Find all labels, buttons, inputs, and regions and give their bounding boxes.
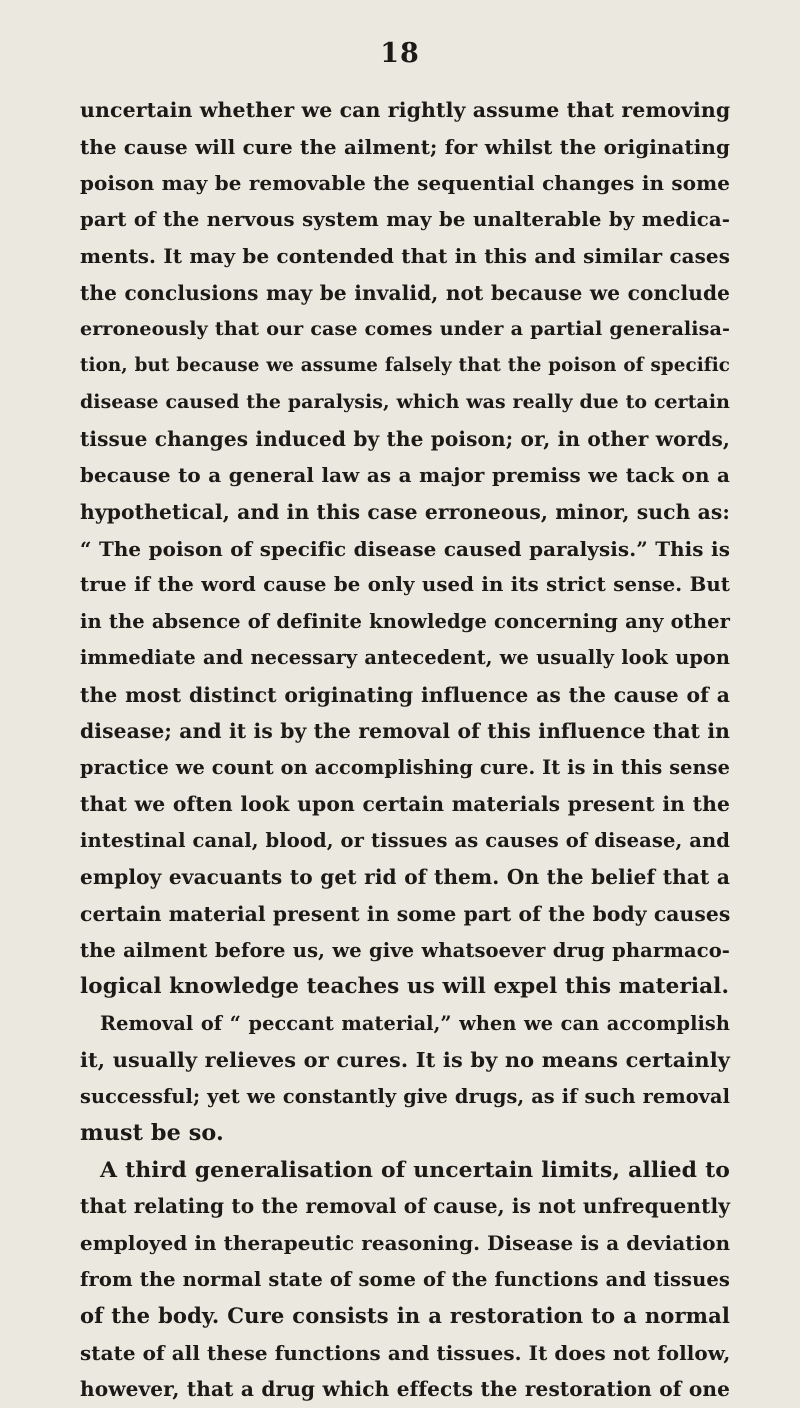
text-line: A third generalisation of uncertain limits, allied to xyxy=(100,1156,730,1183)
text-line: successful; yet we constantly give drugs, as if such removal xyxy=(80,1084,730,1108)
text-line: tion, but because we assume falsely that the poison of specific xyxy=(80,354,730,376)
text-line: because to a general law as a major premiss we tack on a xyxy=(80,463,730,488)
text-line: tissue changes induced by the poison; or, in other words, xyxy=(80,426,730,451)
text-line: disease; and it is by the removal of this influence that in xyxy=(80,719,730,744)
text-line: the most distinct originating influence as the cause of a xyxy=(80,682,730,707)
text-line: it, usually relieves or cures. It is by no means certainly xyxy=(80,1047,730,1073)
text-line: uncertain whether we can rightly assume that removing xyxy=(80,98,731,122)
text-line: that relating to the removal of cause, is not unfrequently xyxy=(80,1194,730,1219)
text-line: logical knowledge teaches us will expel this material. xyxy=(80,974,730,1000)
text-line: certain material present in some part of the body causes xyxy=(80,902,731,927)
text-line: immediate and necessary antecedent, we usually look upon xyxy=(80,646,730,670)
text-line: state of all these functions and tissues. It does not follow, xyxy=(80,1340,731,1365)
text-line: ments. It may be contended that in this and similar cases xyxy=(80,244,730,269)
text-line: Removal of “ peccant material,” when we can accomplish xyxy=(100,1011,730,1035)
text-line: the ailment before us, we give whatsoever drug pharmaco- xyxy=(80,938,730,962)
page-number: 18 xyxy=(380,38,420,69)
text-line: from the normal state of some of the functions and tissues xyxy=(80,1267,730,1291)
text-line: must be so. xyxy=(80,1120,224,1147)
text-line: hypothetical, and in this case erroneous, minor, such as: xyxy=(80,500,730,525)
text-line: employ evacuants to get rid of them. On the belief that a xyxy=(80,865,730,890)
text-line: erroneously that our case comes under a partial generalisa- xyxy=(80,317,730,341)
text-line: employed in therapeutic reasoning. Disease is a deviation xyxy=(80,1230,731,1255)
text-line: “ The poison of specific disease caused paralysis.” This is xyxy=(80,536,730,561)
text-line: of the body. Cure consists in a restoration to a normal xyxy=(80,1303,730,1329)
text-line: intestinal canal, blood, or tissues as causes of disease, and xyxy=(80,828,730,852)
text-line: true if the word cause be only used in its strict sense. But xyxy=(80,573,730,597)
text-line: the conclusions may be invalid, not because we conclude xyxy=(80,280,730,305)
body-text xyxy=(80,92,730,1408)
text-line: part of the nervous system may be unalterable by medica- xyxy=(80,207,730,231)
text-line: in the absence of definite knowledge concerning any other xyxy=(80,609,730,633)
text-line: however, that a drug which effects the restoration of one xyxy=(80,1377,730,1402)
text-line: that we often look upon certain materials present in the xyxy=(80,792,730,817)
text-line: disease caused the paralysis, which was really due to certain xyxy=(80,391,730,414)
text-line: poison may be removable the sequential changes in some xyxy=(80,171,730,196)
text-line: practice we count on accomplishing cure. It is in this sense xyxy=(80,755,730,779)
text-line: the cause will cure the ailment; for whilst the originating xyxy=(80,134,730,159)
